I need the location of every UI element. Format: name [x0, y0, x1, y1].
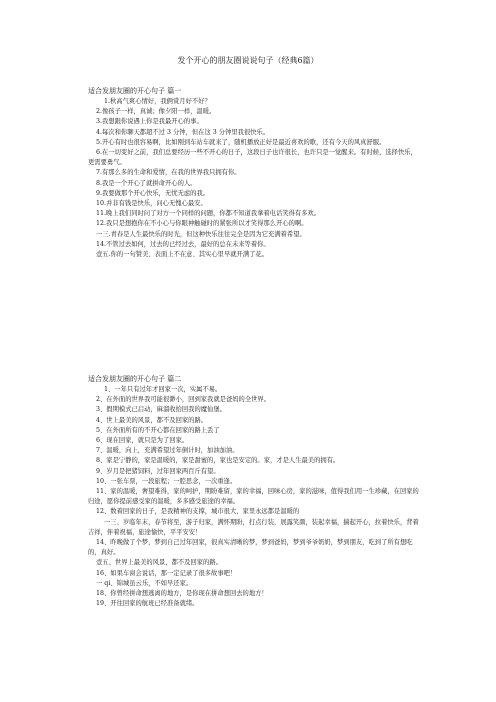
list-item: 14.不管过去如何，过去的已经过去，最好的总在未来等着你。	[96, 240, 270, 248]
list-item: 5、在外面所有的不开心都在回家的路上丢了	[96, 426, 220, 434]
list-item: 19、开往回家的航班已经准备就绪。	[96, 600, 199, 608]
list-item: 11、家的温暖，奢望难得，家的呵护，期盼难留，家的幸福，回味心房，家的滋味，值得我们用一生珍藏，在回家的归途，愿你提前感受家的温暖，多多感受旅途的幸福。	[88, 488, 419, 506]
section-1	[88, 86, 423, 260]
list-item: 8、家是宁静的，家是温暖的，家是甜蜜的，家也是安定的。家，才是人生最美的拥有。	[96, 457, 340, 465]
list-item: 11.晚上我们同时问了对方一个同样的问题，你都不知道我拿着电话笑得有多欢。	[96, 210, 321, 218]
list-item: 6、现在回家，就只是为了回家。	[96, 437, 189, 445]
list-item: 一三、岁临年末，春节将至，游子归家，满怀期盼，打点行装，展露笑颜，装起幸福，揣起开心，拉着快乐，背着吉祥，伴着祝福，旅途愉快，平平安安！	[88, 518, 419, 536]
list-item: 8.我是一个开心了就拼命开心的人。	[96, 179, 197, 187]
list-item: 9、岁月是把猪饲料，过年回家两百斤有望。	[96, 467, 220, 475]
list-item: 12、数着回家的日子，是我精神的支撑，城市很大，家里永远都是温暖的	[96, 508, 300, 516]
list-item: 10.并非有钱是快乐，问心无愧心最安。	[96, 200, 207, 208]
list-item: 4、世上最美的风景，都不及回家的路。	[96, 416, 208, 424]
document-title: 发个开心的朋友圈说说句子（经典6篇）	[177, 56, 319, 65]
list-item: 10、一张车票，一段旅程；一腔思念，一次重逢。	[96, 477, 237, 485]
list-item: 壹五、世界上最美的风景，都不及回家的路。	[96, 559, 222, 567]
list-item: 16、如果车窗会说话，那一定记录了很多故事吧！	[96, 569, 237, 577]
list-item: 1.秋高气爽心情好，我俩赏月好不好？	[104, 98, 211, 105]
list-item: 一三.青春是人生最快乐的时光，但这种快乐往往完全是因为它充满着希望。	[96, 230, 306, 238]
list-item: 壹五.你的一句赞美、表面上不在意、其实心里早就开满了花。	[96, 251, 269, 259]
list-item: 2.像孩子一样，真诚；像夕阳一样，温暖。	[96, 108, 216, 116]
section-heading: 适合发朋友圈的开心句子 篇一	[88, 87, 182, 95]
list-item: 4.每次和你聊天都超不过 3 分钟，但在这 3 分钟里我很快乐。	[96, 128, 270, 136]
list-item: 7、温暖，向上，充满希望过年倒计时，加油加油。	[96, 447, 239, 455]
section-2	[88, 374, 423, 609]
list-item: 12.我只是想抱你在不小心与你眼神触碰时的紧张所以才笑得那么开心的啊。	[96, 220, 308, 228]
list-item: 6.在一切变好之前，我们总要经历一些不开心的日子，这段日子也许很长，也许只是一觉醒来。有时候，选择快乐，更需要勇气。	[88, 149, 417, 167]
list-item: 1、一年只有过年才回家一次，实属不易。	[104, 386, 222, 393]
list-item: 3、假期模式已启动，麻溜收拾回我的魔仙堡。	[96, 406, 226, 414]
list-item: 一 qi、锦城虽云乐，不如早还家。	[96, 579, 193, 587]
list-item: 14、昨晚做了个梦，梦到自己过年回家，很真实清晰的梦，梦到爸妈，梦到爷爷奶奶，梦到朋友，吃到了所有想吃的，真好。	[88, 539, 413, 557]
section-heading: 适合发朋友圈的开心句子 篇二	[88, 375, 182, 383]
list-item: 18、你曾经拼命想逃离的地方，是你现在拼命想回去的地方！	[96, 590, 268, 598]
list-item: 9.我要做那个开心快乐，无忧无虑的我。	[96, 189, 210, 197]
list-item: 2、在外面的世界我可能很渺小，回到家我就是爸妈的全世界。	[96, 396, 271, 404]
list-item: 7.有那么多的生命和爱情，在我的世界我只拥有你。	[96, 169, 241, 177]
list-item: 3.我想跟你说遇上你是我最开心的事。	[96, 118, 203, 126]
list-item: 5.开心有时也很容易啊，比如刚到车站车就来了，随机播放正好是最近喜欢的歌，还有今天的风真舒服。	[96, 138, 386, 146]
